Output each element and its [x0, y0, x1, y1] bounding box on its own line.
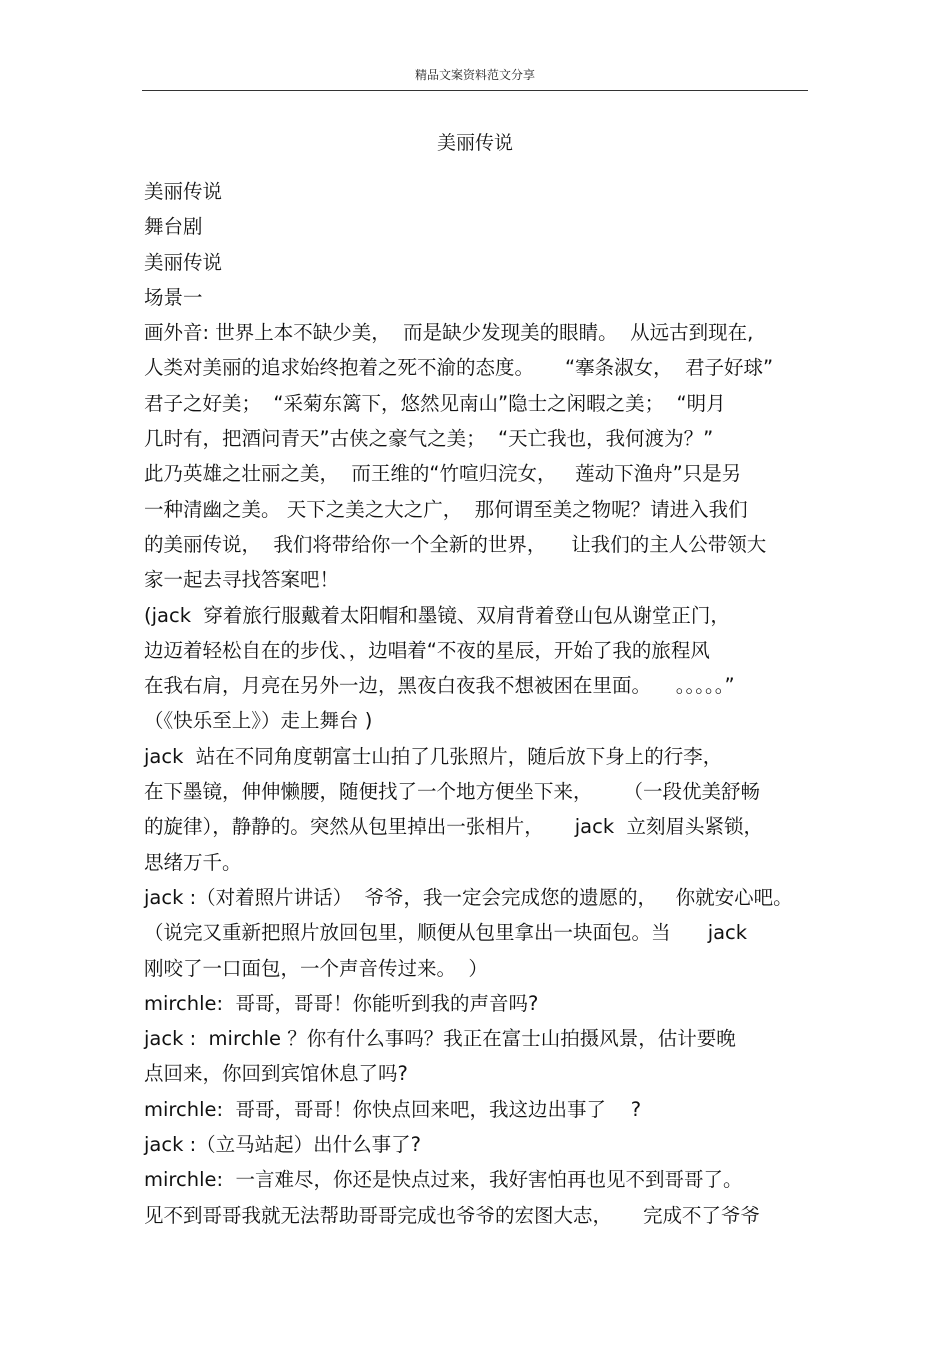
body-line: 美丽传说	[144, 250, 223, 274]
body-line: 在下墨镜，伸伸懒腰，随便找了一个地方便坐下来， （一段优美舒畅	[144, 780, 760, 804]
body-line: (jack 穿着旅行服戴着太阳帽和墨镜、双肩背着登山包从谢堂正门，	[144, 603, 730, 627]
body-line: mirchle: 哥哥，哥哥！你能听到我的声音吗?	[144, 991, 539, 1015]
body-line: 君子之好美； “采菊东篱下，悠然见南山”隐士之闲暇之美； “明月	[144, 391, 726, 415]
body-line: 美丽传说	[144, 180, 223, 203]
body-line: 边迈着轻松自在的步伐、，边唱着“不夜的星辰，开始了我的旅程风	[144, 638, 710, 662]
body-line: （《快乐至上》）走上舞台 )	[144, 709, 373, 733]
body-line: 刚咬了一口面包，一个声音传过来。 ）	[144, 956, 488, 980]
body-line: jack 站在不同角度朝富士山拍了几张照片，随后放下身上的行李，	[144, 744, 723, 768]
body-line: 一种清幽之美。 天下之美之大之广， 那何谓至美之物呢？请进入我们	[144, 497, 748, 521]
body-line: 在我右肩，月亮在另外一边，黑夜白夜我不想被困在里面。 。。。。。”	[144, 674, 735, 698]
body-line: mirchle: 哥哥，哥哥！你快点回来吧，我这边出事了 ?	[144, 1097, 642, 1121]
body-line: 思绪万千。	[144, 850, 242, 874]
page-header-text: 精品文案资料范文分享	[414, 68, 535, 82]
body-line: 的美丽传说， 我们将带给你一个全新的世界， 让我们的主人公带领大	[144, 532, 767, 556]
body-line: jack :（对着照片讲话） 爷爷，我一定会完成您的遗愿的， 你就安心吧。	[144, 885, 793, 909]
body-line: （说完又重新把照片放回包里，顺便从包里拿出一块面包。当 jack	[144, 921, 748, 945]
body-line: mirchle: 一言难尽，你还是快点过来，我好害怕再也见不到哥哥了。	[144, 1168, 743, 1192]
body-line: 画外音: 世界上本不缺少美， 而是缺少发现美的眼睛。 从远古到现在,	[144, 321, 754, 345]
body-line: 此乃英雄之壮丽之美， 而王维的“竹喧归浣女， 莲动下渔舟”只是另	[144, 462, 742, 486]
body-line: jack : mirchle ？你有什么事吗？我正在富士山拍摄风景，估计要晚	[144, 1027, 736, 1051]
body-line: 舞台剧	[144, 215, 203, 239]
body-line: 人类对美丽的追求始终抱着之死不渝的态度。 “搴条淑女， 君子好球”	[144, 356, 774, 380]
body-line: 点回来，你回到宾馆休息了吗?	[144, 1062, 408, 1086]
body-line: 家一起去寻找答案吧！	[144, 568, 340, 592]
body-line: 几时有，把酒问青天”古侠之豪气之美； “天亡我也，我何渡为？”	[144, 427, 714, 451]
body-line: 场景一	[144, 285, 203, 309]
document-body	[144, 174, 824, 1233]
body-line: 见不到哥哥我就无法帮助哥哥完成也爷爷的宏图大志， 完成不了爷爷	[144, 1203, 760, 1227]
document-title: 美丽传说	[436, 132, 513, 154]
body-line: 的旋律），静静的。突然从包里掉出一张相片， jack 立刻眉头紧锁，	[144, 815, 764, 839]
body-line: jack :（立马站起）出什么事了?	[144, 1133, 421, 1157]
header-divider	[142, 90, 808, 91]
